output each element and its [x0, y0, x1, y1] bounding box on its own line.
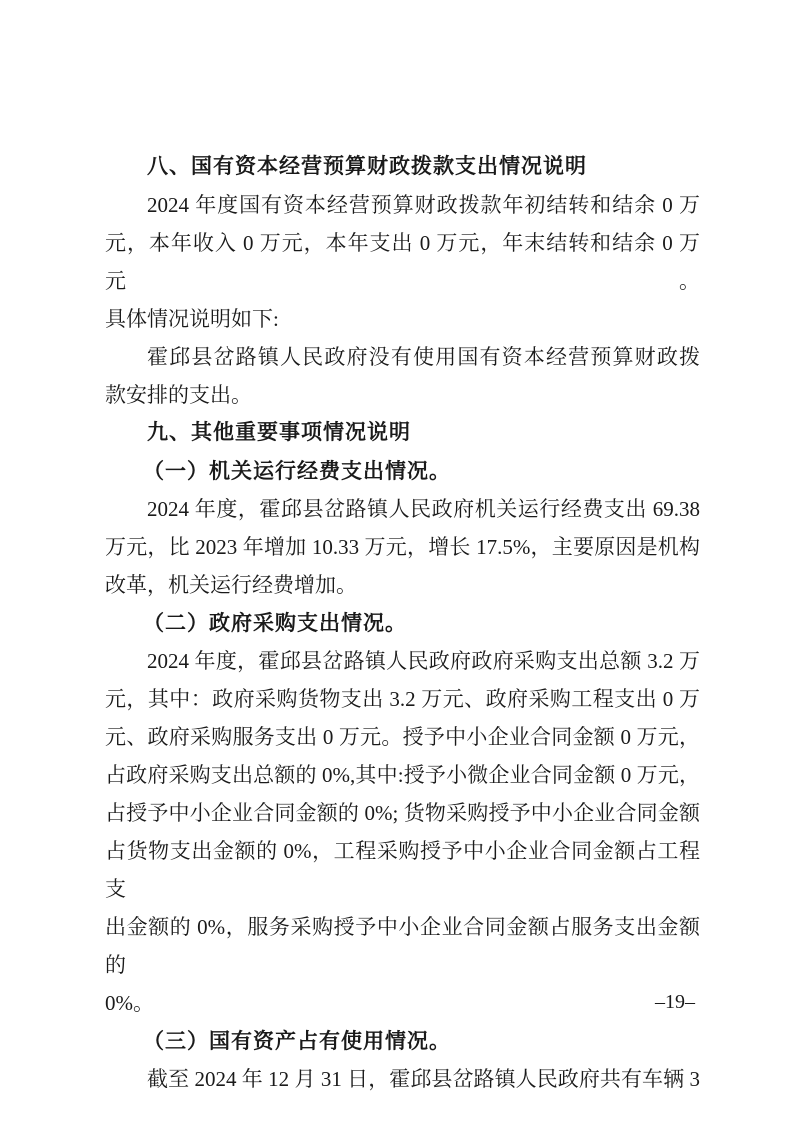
body-line: 占授予中小企业合同金额的 0%; 货物采购授予中小企业合同金额: [105, 801, 700, 825]
body-line: 元，本年收入 0 万元，本年支出 0 万元，年末结转和结余 0 万元。: [105, 231, 700, 293]
subheading-3: （三）国有资产占有使用情况。: [143, 1029, 451, 1053]
body-line: 元，其中：政府采购货物支出 3.2 万元、政府采购工程支出 0 万: [105, 687, 700, 711]
body-line: 万元，比 2023 年增加 10.33 万元，增长 17.5%，主要原因是机构: [105, 535, 700, 559]
body-line: 款安排的支出。: [105, 383, 252, 407]
body-line: 2024 年度，霍邱县岔路镇人民政府政府采购支出总额 3.2 万: [147, 649, 700, 673]
body-line: 出金额的 0%，服务采购授予中小企业合同金额占服务支出金额的: [105, 915, 700, 977]
body-line: 截至 2024 年 12 月 31 日，霍邱县岔路镇人民政府共有车辆 3: [147, 1067, 700, 1091]
body-line: 占货物支出金额的 0%，工程采购授予中小企业合同金额占工程支: [105, 839, 700, 901]
body-line: 霍邱县岔路镇人民政府没有使用国有资本经营预算财政拨: [147, 345, 700, 369]
subheading-1: （一）机关运行经费支出情况。: [143, 459, 451, 483]
body-line: 2024 年度，霍邱县岔路镇人民政府机关运行经费支出 69.38: [147, 497, 700, 521]
document-body: [105, 148, 700, 1098]
body-line: 0%。: [105, 991, 154, 1015]
body-line: 元、政府采购服务支出 0 万元。授予中小企业合同金额 0 万元，: [105, 725, 700, 749]
subheading-2: （二）政府采购支出情况。: [143, 611, 407, 635]
body-line: 具体情况说明如下:: [105, 307, 279, 331]
section-heading-9: 九、其他重要事项情况说明: [147, 421, 411, 444]
section-heading-8: 八、国有资本经营预算财政拨款支出情况说明: [147, 155, 587, 178]
body-line: 占政府采购支出总额的 0%,其中:授予小微企业合同金额 0 万元，: [105, 763, 700, 787]
page-number: –19–: [655, 991, 695, 1013]
body-line: 改革，机关运行经费增加。: [105, 573, 357, 597]
body-line: 2024 年度国有资本经营预算财政拨款年初结转和结余 0 万: [147, 193, 700, 217]
